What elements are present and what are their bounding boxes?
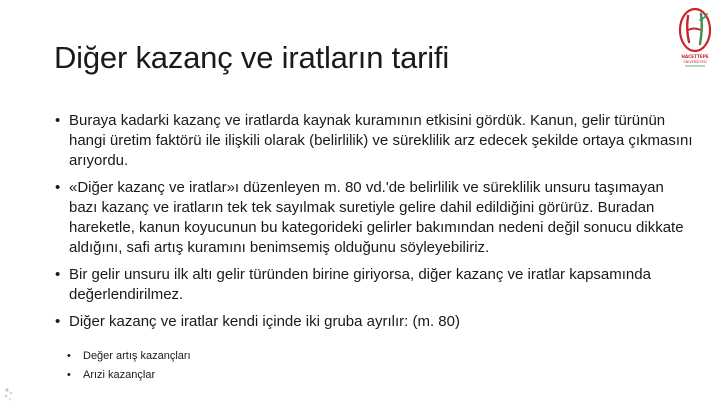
bullet-item (55, 312, 695, 332)
sub-bullet-text: Değer artış kazançları (83, 350, 191, 362)
sub-bullet-text: Arızi kazançlar (83, 369, 156, 381)
bullet-text: Bir gelir unsuru ilk altı gelir türünden birine giriyorsa, diğer kazanç ve iratlar kapsamında değerlendirilmez. (69, 266, 651, 303)
sub-bullet-item (67, 347, 191, 366)
bullet-item (55, 111, 695, 171)
bullet-text: Buraya kadarki kazanç ve iratlarda kaynak kuramının etkisini gördük. Kanun, gelir türünün hangi üretim faktörü ile ilişkili olarak (belirlilik) ve süreklilik arz edecek şekilde ortaya çıkmasını arıyordu. (69, 112, 693, 169)
bullet-item (55, 178, 695, 258)
bullet-list (55, 111, 695, 336)
bullet-text: Diğer kazanç ve iratlar kendi içinde iki gruba ayrılır: (m. 80) (69, 313, 460, 330)
small-watermark-icon (2, 386, 16, 402)
bullet-item (55, 265, 695, 305)
svg-text:ÜNİVERSİTESİ: ÜNİVERSİTESİ (683, 60, 707, 64)
svg-text:HACETTEPE: HACETTEPE (681, 54, 709, 59)
hacettepe-university-logo-icon (676, 6, 714, 70)
bullet-dot: • (55, 112, 61, 129)
sub-bullet-list (67, 347, 191, 385)
bullet-dot: • (55, 179, 61, 196)
sub-bullet-dot: • (67, 350, 71, 362)
bullet-dot: • (55, 266, 61, 283)
bullet-dot: • (55, 313, 61, 330)
sub-bullet-item (67, 366, 191, 385)
sub-bullet-dot: • (67, 369, 71, 381)
bullet-text: «Diğer kazanç ve iratlar»ı düzenleyen m. 80 vd.'de belirlilik ve süreklilik unsuru taşımayan bazı kazanç ve iratların tek tek sayılmak suretiyle gelire dahil edildiğini görürüz. Buradan hareketle, kanun koyucunun bu kategorideki gelirler bakımından nedeni değil sonucu dikkate aldığını, safi artış kuramını benimsemiş olduğunu söyleyebiliriz. (69, 179, 684, 256)
slide-title: Diğer kazanç ve iratların tarifi (54, 40, 450, 75)
